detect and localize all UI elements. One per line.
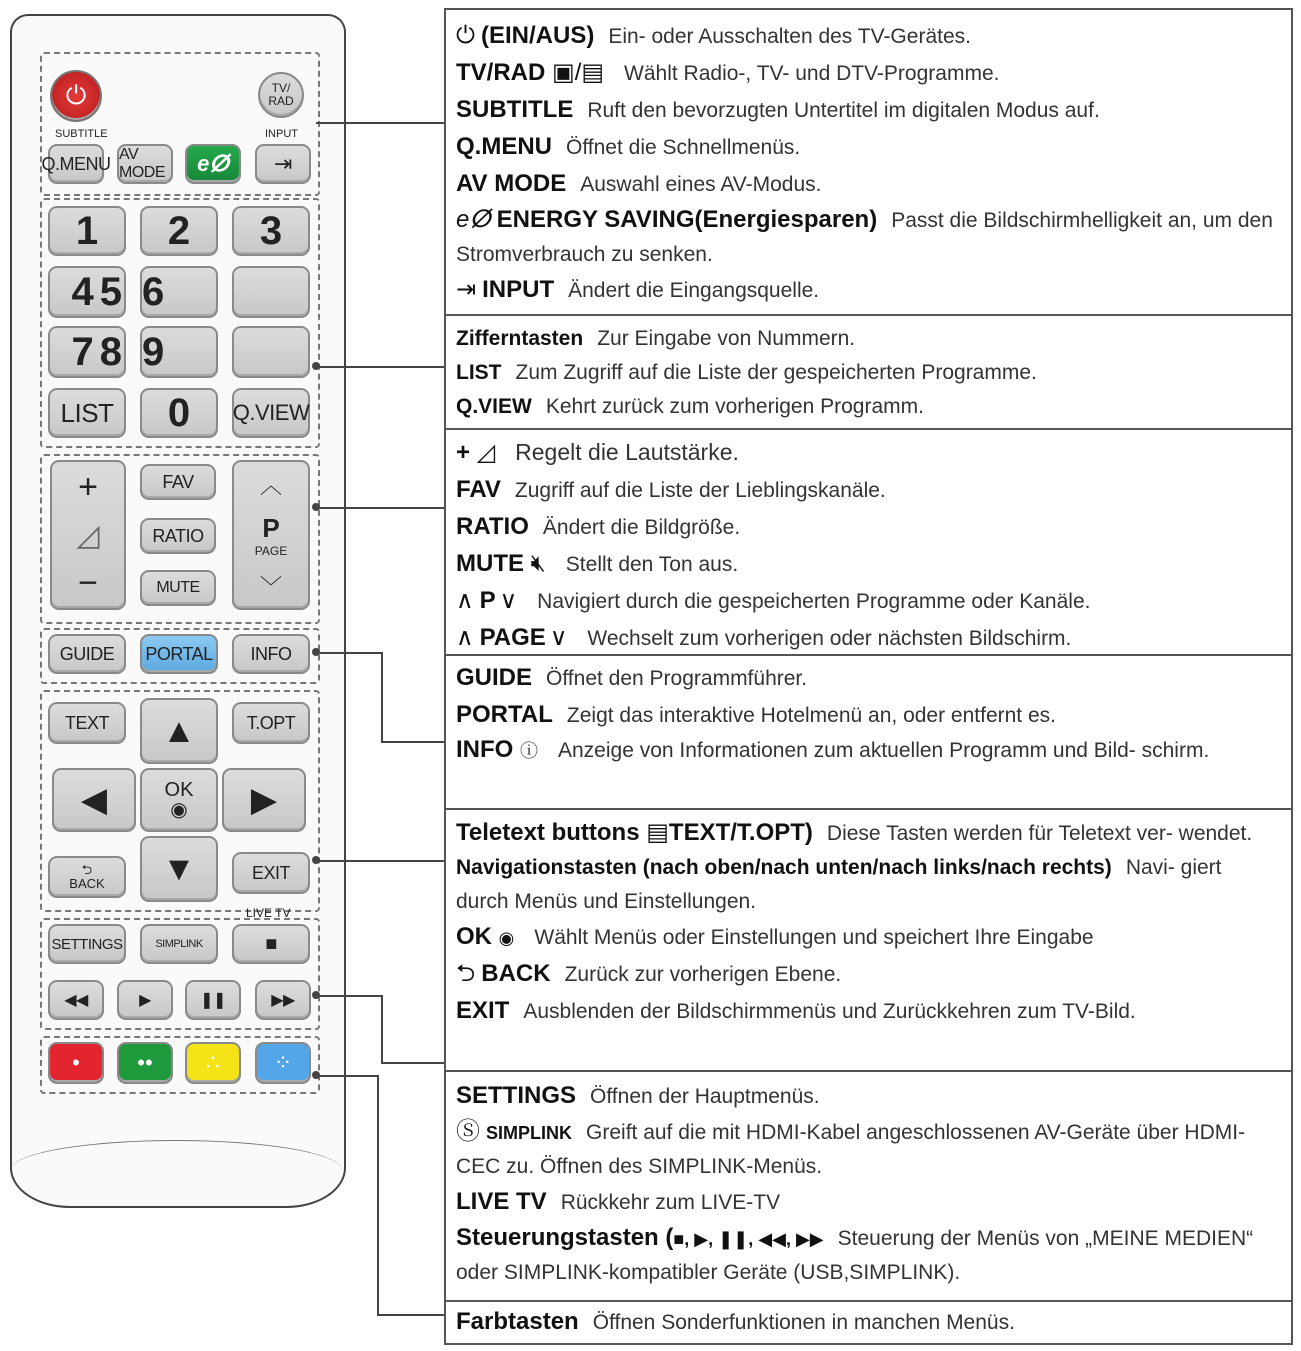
topt-button[interactable]: T.OPT: [232, 702, 310, 744]
row-ratio: [446, 509, 1291, 546]
fast-forward-button[interactable]: ▶▶: [255, 980, 311, 1020]
volume-rocker[interactable]: [50, 460, 126, 610]
row-input: [446, 272, 1291, 309]
list-button[interactable]: LIST: [48, 388, 126, 438]
qview-desc: Kehrt zurück zum vorherigen Programm.: [545, 395, 924, 418]
number-4-button[interactable]: [48, 266, 126, 318]
number-6-button[interactable]: [140, 266, 218, 318]
input-desc: Ändert die Eingangsquelle.: [568, 279, 820, 302]
nav-left-button[interactable]: ◀: [52, 768, 136, 832]
list-desc: Zum Zugriff auf die Liste der gespeicherten Programme.: [515, 361, 1037, 384]
volume-plus: +: [78, 467, 98, 506]
colors-key: Farbtasten: [456, 1308, 579, 1335]
tv-radio-icon: ▣/▤: [552, 59, 605, 86]
volume-desc: Regelt die Lautstärke.: [515, 439, 739, 465]
row-page: [446, 620, 1291, 657]
connector-4b: [381, 652, 383, 742]
row-avmode: [446, 166, 1291, 203]
power-key: [456, 22, 594, 49]
blue-button[interactable]: [255, 1042, 311, 1084]
number-9-label: 9: [142, 329, 165, 374]
controls-key-text: Steuerungstasten (: [456, 1224, 674, 1251]
info-icon: ⓘ: [520, 741, 538, 761]
nav-right-button[interactable]: ▶: [222, 768, 306, 832]
avmode-desc: Auswahl eines AV-Modus.: [580, 173, 822, 196]
input-label: INPUT: [265, 128, 298, 140]
green-dots: ••: [137, 1050, 153, 1075]
back-label: BACK: [69, 876, 105, 891]
chevron-down-icon: ∨: [549, 624, 568, 651]
row-fav: [446, 472, 1291, 509]
blank-button-1[interactable]: [232, 266, 310, 318]
guide-desc: Öffnet den Programmführer.: [546, 667, 808, 690]
program-label-group: [255, 513, 287, 558]
tv-rad-button[interactable]: [258, 72, 304, 118]
connector-6b: [381, 995, 383, 1063]
back-key-text: BACK: [481, 960, 551, 987]
teletext-key-text-2: TEXT/T.OPT): [668, 819, 813, 846]
colors-desc: Öffnen Sonderfunktionen in manchen Menüs.: [592, 1311, 1015, 1334]
yellow-button[interactable]: [185, 1042, 241, 1084]
number-2-button[interactable]: 2: [140, 206, 218, 256]
portal-button[interactable]: PORTAL: [140, 634, 218, 674]
ratio-button[interactable]: RATIO: [140, 518, 216, 554]
mute-icon: 🔇︎: [530, 550, 546, 577]
row-livetv: [446, 1184, 1291, 1221]
row-teletext: [446, 816, 1291, 851]
avmode-button[interactable]: AV MODE: [117, 144, 173, 184]
avmode-key: AV MODE: [456, 170, 567, 197]
tvrad-label-top: TV/: [271, 81, 291, 95]
description-panel: [444, 8, 1293, 1345]
blank-button-2[interactable]: [232, 326, 310, 378]
pause-button[interactable]: ❚❚: [185, 980, 241, 1020]
settings-key: SETTINGS: [456, 1082, 577, 1109]
program-up-icon: ︿: [259, 472, 282, 498]
number-9-button[interactable]: [140, 326, 218, 378]
input-icon: ⇥: [274, 151, 292, 176]
ok-label: OK: [164, 779, 194, 801]
tvrad-desc: Wählt Radio-, TV- und DTV-Programme.: [624, 62, 1000, 85]
simplink-key: [456, 1118, 572, 1145]
program-key-text: P: [479, 587, 496, 614]
back-icon: ⮌: [456, 960, 476, 987]
volume-key: [456, 439, 501, 466]
fav-key: FAV: [456, 476, 501, 503]
mute-key: [456, 550, 552, 577]
connector-7-dot: [312, 1071, 320, 1079]
input-icon: ⇥: [456, 276, 477, 303]
back-key: [456, 960, 551, 987]
program-p-label: P: [262, 512, 280, 543]
connector-6-dot: [312, 991, 320, 999]
program-key: [456, 587, 523, 614]
blue-dots: ⁘: [273, 1050, 293, 1075]
connector-2: [316, 366, 444, 368]
remote-bottom-curve: [10, 1140, 342, 1201]
teletext-icon: ▤: [646, 819, 669, 846]
chevron-up-icon: ∧: [456, 624, 474, 651]
ok-icon: ◉: [498, 928, 515, 948]
number-7-button[interactable]: [48, 326, 126, 378]
yellow-dots: ∴: [206, 1050, 220, 1075]
tvrad-label-bottom: RAD: [268, 94, 294, 108]
energy-desc: Passt die Bildschirmhelligkeit an, um den Stromverbrauch zu senken.: [456, 209, 1273, 266]
section-teletext-navigation: [446, 810, 1291, 1072]
play-button[interactable]: ▶: [117, 980, 173, 1020]
input-key-text: INPUT: [482, 276, 555, 303]
connector-7c: [377, 1314, 444, 1316]
guide-key: GUIDE: [456, 664, 533, 691]
power-button[interactable]: [50, 70, 102, 122]
back-desc: Zurück zur vorherigen Ebene.: [564, 963, 842, 986]
qmenu-desc: Öffnet die Schnellmenüs.: [566, 136, 801, 159]
connector-6c: [381, 1062, 444, 1064]
ok-key-text: OK: [456, 923, 492, 950]
energy-saving-icon: eⵁ: [456, 206, 491, 233]
numbers-key: Zifferntasten: [456, 327, 584, 350]
input-key: [456, 276, 554, 303]
energy-saving-button[interactable]: [185, 144, 241, 184]
connector-4c: [381, 741, 444, 743]
input-button[interactable]: [255, 144, 311, 184]
connector-4a: [316, 652, 382, 654]
connector-7b: [377, 1075, 379, 1315]
section-volume-program: [446, 430, 1291, 656]
chevron-up-icon: ∧: [456, 587, 474, 614]
info-key-text: INFO: [456, 736, 514, 763]
info-button[interactable]: INFO: [232, 634, 310, 674]
row-mute: [446, 546, 1291, 583]
power-icon: ⏻: [456, 22, 475, 49]
connector-7a: [316, 1075, 378, 1077]
program-desc: Navigiert durch die gespeicherten Programme oder Kanäle.: [537, 590, 1091, 613]
number-0-button[interactable]: 0: [140, 388, 218, 438]
red-button[interactable]: [48, 1042, 104, 1084]
energy-key: [456, 206, 877, 233]
livetv-desc: Rückkehr zum LIVE-TV: [560, 1191, 781, 1214]
qview-key: Q.VIEW: [456, 395, 532, 418]
number-7-label: 7: [71, 329, 94, 374]
mute-button[interactable]: MUTE: [140, 570, 216, 606]
text-button[interactable]: TEXT: [48, 702, 126, 744]
volume-minus: −: [78, 563, 98, 602]
teletext-desc: Diese Tasten werden für Teletext ver- wendet.: [826, 822, 1253, 845]
number-1-button[interactable]: 1: [48, 206, 126, 256]
number-4-label: 4: [71, 269, 94, 314]
row-list: [446, 356, 1291, 390]
livetv-key: LIVE TV: [456, 1188, 547, 1215]
connector-4-dot: [312, 648, 320, 656]
number-6-label: 6: [142, 269, 165, 314]
page-key-text: PAGE: [479, 624, 546, 651]
exit-key: EXIT: [456, 997, 510, 1024]
connector-5: [316, 860, 444, 862]
subtitle-key: SUBTITLE: [456, 96, 574, 123]
connector-5-dot: [312, 856, 320, 864]
ratio-desc: Ändert die Bildgröße.: [542, 516, 741, 539]
row-controls: [446, 1221, 1291, 1290]
row-subtitle: [446, 92, 1291, 129]
simplink-key-text: SIMPLINK: [486, 1123, 573, 1143]
tvrad-key: [456, 59, 610, 86]
rewind-button[interactable]: ◀◀: [48, 980, 104, 1020]
energy-saving-icon: eⵁ: [197, 151, 229, 176]
volume-icon: ◿: [476, 439, 496, 466]
numbers-desc: Zur Eingabe von Nummern.: [597, 327, 856, 350]
row-numbers: [446, 322, 1291, 356]
connector-1: [316, 122, 444, 124]
navigation-key: Navigationstasten (nach oben/nach unten/nach links/nach rechts): [456, 856, 1112, 879]
section-settings-media: [446, 1072, 1291, 1302]
controls-desc: Steuerung der Menüs von „MEINE MEDIEN“ oder SIMPLINK-kompatibler Geräte (USB,SIMPLINK).: [456, 1227, 1254, 1284]
row-ok: [446, 919, 1291, 956]
connector-2-dot: [312, 362, 320, 370]
teletext-key-text: Teletext buttons: [456, 819, 640, 846]
qmenu-button[interactable]: Q.MENU: [48, 144, 104, 184]
connector-3: [316, 507, 444, 509]
back-icon: ⮌: [81, 862, 93, 877]
list-key: LIST: [456, 361, 502, 384]
qmenu-key: Q.MENU: [456, 133, 552, 160]
exit-button[interactable]: EXIT: [232, 852, 310, 894]
row-guide: [446, 660, 1291, 697]
row-info: [446, 734, 1291, 767]
volume-icon: ◿: [76, 518, 100, 552]
row-program: [446, 583, 1291, 620]
livetv-label: LIVE TV: [246, 906, 291, 920]
simplink-desc: Greift auf die mit HDMI-Kabel angeschlossenen AV-Geräte über HDMI-CEC zu. Öffnen des SIMPLINK-Menüs.: [456, 1121, 1246, 1178]
mute-desc: Stellt den Ton aus.: [565, 553, 739, 576]
row-simplink: [446, 1115, 1291, 1184]
navigation-desc: Navi- giert durch Menüs und Einstellungen.: [456, 856, 1222, 913]
program-page-label: PAGE: [254, 543, 288, 558]
back-button[interactable]: [48, 856, 126, 898]
guide-button[interactable]: GUIDE: [48, 634, 126, 674]
section-power-input: [446, 10, 1291, 316]
row-back: [446, 956, 1291, 993]
connector-3-dot: [312, 503, 320, 511]
row-colors: [446, 1304, 1291, 1341]
row-energy: [446, 203, 1291, 272]
program-rocker[interactable]: [232, 460, 310, 610]
info-key: [456, 736, 544, 763]
page-desc: Wechselt zum vorherigen oder nächsten Bildschirm.: [587, 627, 1072, 650]
ok-button[interactable]: [140, 768, 218, 832]
number-3-button[interactable]: 3: [232, 206, 310, 256]
number-5-label: 5: [99, 269, 122, 314]
section-numbers: [446, 316, 1291, 430]
row-settings: [446, 1078, 1291, 1115]
settings-button[interactable]: SETTINGS: [48, 924, 126, 964]
row-portal: [446, 697, 1291, 734]
settings-desc: Öffnen der Hauptmenüs.: [590, 1085, 820, 1108]
page-key: [456, 624, 573, 651]
tvrad-key-text: TV/RAD: [456, 59, 546, 86]
controls-icons: ■, ▶, ❚❚, ◀◀, ▶▶: [673, 1229, 824, 1249]
nav-up-button[interactable]: ▲: [140, 698, 218, 764]
row-tvrad: [446, 55, 1291, 92]
energy-key-text: ENERGY SAVING(Energiesparen): [496, 206, 878, 233]
volume-key-text: +: [456, 439, 471, 466]
nav-down-button[interactable]: ▼: [140, 836, 218, 902]
ok-icon: ◉: [170, 799, 188, 821]
power-desc: Ein- oder Ausschalten des TV-Gerätes.: [608, 25, 971, 48]
chevron-down-icon: ∨: [499, 587, 518, 614]
row-volume: [446, 434, 1291, 472]
subtitle-label: SUBTITLE: [55, 128, 108, 140]
portal-desc: Zeigt das interaktive Hotelmenü an, oder entfernt es.: [566, 704, 1056, 727]
simplink-icon: Ⓢ: [456, 1118, 480, 1145]
power-icon: ⏻: [65, 80, 87, 110]
section-color-buttons: [446, 1302, 1291, 1345]
red-dots: •: [72, 1050, 80, 1075]
ok-key: [456, 923, 520, 950]
portal-key: PORTAL: [456, 701, 553, 728]
row-navigation: [446, 851, 1291, 919]
ratio-key: RATIO: [456, 513, 529, 540]
info-desc: Anzeige von Informationen zum aktuellen Programm und Bild- schirm.: [558, 739, 1210, 762]
stop-button[interactable]: ■: [232, 924, 310, 964]
simplink-button[interactable]: SIMPLINK: [140, 924, 218, 964]
row-qmenu: [446, 129, 1291, 166]
controls-key: [456, 1224, 824, 1251]
row-qview: [446, 390, 1291, 424]
row-power: [446, 18, 1291, 55]
fav-desc: Zugriff auf die Liste der Lieblingskanäle.: [514, 479, 886, 502]
green-button[interactable]: [117, 1042, 173, 1084]
mute-key-text: MUTE: [456, 550, 524, 577]
program-down-icon: ﹀: [259, 574, 282, 600]
number-8-label: 8: [99, 329, 122, 374]
section-guide-portal-info: [446, 656, 1291, 810]
fav-button[interactable]: FAV: [140, 464, 216, 500]
subtitle-desc: Ruft den bevorzugten Untertitel im digitalen Modus auf.: [587, 99, 1100, 122]
exit-desc: Ausblenden der Bildschirmmenüs und Zurückkehren zum TV-Bild.: [523, 1000, 1136, 1023]
row-exit: [446, 993, 1291, 1030]
teletext-key: [456, 819, 813, 846]
ok-desc: Wählt Menüs oder Einstellungen und speichert Ihre Eingabe: [534, 926, 1094, 949]
power-key-text: (EIN/AUS): [480, 22, 595, 49]
qview-button[interactable]: Q.VIEW: [232, 388, 310, 438]
connector-6a: [316, 995, 382, 997]
